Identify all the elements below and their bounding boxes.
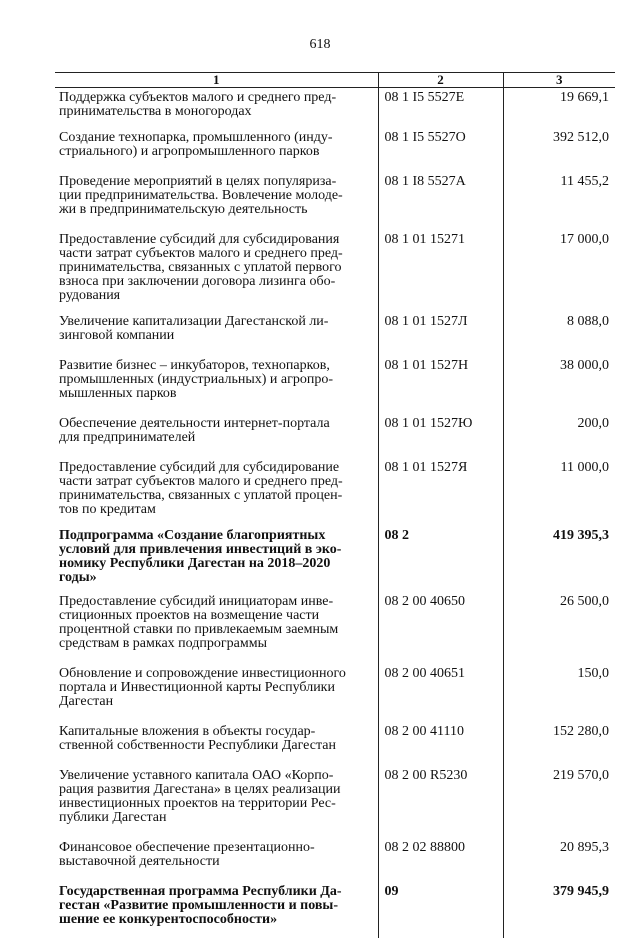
row-code: 08 1 01 1527Н	[378, 356, 503, 414]
row-code: 08 2 00 40650	[378, 592, 503, 664]
row-amount: 200,0	[503, 414, 615, 458]
row-code: 08 2 02 88800	[378, 838, 503, 882]
row-name: Создание технопарка, промышленного (инду- стриального) и агропромышленного парков	[59, 129, 333, 159]
page-number: 618	[309, 37, 331, 52]
row-name: Проведение мероприятий в целях популяриза- ции предпринимательства. Вовлечение молоде- жи в предпринимательскую деятельность	[59, 173, 343, 217]
row-amount: 26 500,0	[503, 592, 615, 664]
table-row	[55, 414, 615, 458]
row-name: Обеспечение деятельности интернет-портала для предпринимателей	[59, 415, 330, 445]
column-header-2: 2	[378, 73, 503, 88]
row-amount: 8 088,0	[503, 312, 615, 356]
table-row	[55, 88, 615, 128]
row-amount: 219 570,0	[503, 766, 615, 838]
row-amount: 11 455,2	[503, 172, 615, 230]
row-code: 08 2 00 40651	[378, 664, 503, 722]
row-name: Увеличение уставного капитала ОАО «Корпо- рация развития Дагестана» в целях реализации инвестиционных проектов на территории Рес- публики Дагестан	[59, 767, 341, 825]
table-header-row	[55, 73, 615, 88]
table-row	[55, 230, 615, 312]
row-code: 08 2	[378, 526, 503, 592]
row-amount: 419 395,3	[503, 526, 615, 592]
row-amount: 19 669,1	[503, 88, 615, 128]
table-row	[55, 128, 615, 172]
table-row	[55, 312, 615, 356]
row-code: 08 2 00 R5230	[378, 766, 503, 838]
table-row	[55, 882, 615, 938]
table-row	[55, 664, 615, 722]
row-code: 08 1 01 1527Я	[378, 458, 503, 526]
row-amount: 392 512,0	[503, 128, 615, 172]
row-amount: 20 895,3	[503, 838, 615, 882]
row-name: Предоставление субсидий для субсидирование части затрат субъектов малого и среднего пред- принимательства, связанных с уплатой процен- тов по кредитам	[59, 459, 343, 517]
row-code: 08 1 I5 5527О	[378, 128, 503, 172]
table-row	[55, 722, 615, 766]
row-name: Увеличение капитализации Дагестанской ли- зинговой компании	[59, 313, 329, 343]
column-header-1: 1	[55, 73, 378, 88]
table-row	[55, 592, 615, 664]
row-code: 08 1 I8 5527А	[378, 172, 503, 230]
table-row	[55, 458, 615, 526]
table-row	[55, 356, 615, 414]
row-code: 08 1 01 1527Ю	[378, 414, 503, 458]
row-amount: 11 000,0	[503, 458, 615, 526]
row-code: 09	[378, 882, 503, 938]
table-row	[55, 838, 615, 882]
table-row	[55, 526, 615, 592]
row-name: Поддержка субъектов малого и среднего пред- принимательства в моногородах	[59, 90, 337, 119]
row-name: Финансовое обеспечение презентационно- выставочной деятельности	[59, 839, 315, 869]
row-amount: 152 280,0	[503, 722, 615, 766]
table-body	[55, 88, 615, 938]
row-code: 08 1 01 1527Л	[378, 312, 503, 356]
budget-table	[55, 72, 615, 938]
row-name: Подпрограмма «Создание благоприятных условий для привлечения инвестиций в эко- номику Республики Дагестан на 2018–2020 годы»	[59, 527, 342, 585]
row-amount: 150,0	[503, 664, 615, 722]
row-name: Предоставление субсидий инициаторам инве- стиционных проектов на возмещение части процентной ставки по привлекаемым заемным средствам в рамках подпрограммы	[59, 593, 339, 651]
row-name: Обновление и сопровождение инвестиционного портала и Инвестиционной карты Республики Дагестан	[59, 665, 346, 709]
row-code: 08 2 00 41110	[378, 722, 503, 766]
table-row	[55, 766, 615, 838]
table-row	[55, 172, 615, 230]
row-code: 08 1 I5 5527Е	[378, 88, 503, 128]
row-name: Государственная программа Республики Да- гестан «Развитие промышленности и повы- шение ее конкурентоспособности»	[59, 883, 342, 927]
row-name: Капитальные вложения в объекты государ- ственной собственности Республики Дагестан	[59, 723, 336, 753]
column-header-3: 3	[503, 73, 615, 88]
row-name: Предоставление субсидий для субсидирования части затрат субъектов малого и среднего пред- принимательства, связанных с уплатой первого взноса при заключении договора лизинга обо- рудования	[59, 231, 343, 303]
row-amount: 38 000,0	[503, 356, 615, 414]
row-amount: 379 945,9	[503, 882, 615, 938]
row-code: 08 1 01 15271	[378, 230, 503, 312]
row-amount: 17 000,0	[503, 230, 615, 312]
row-name: Развитие бизнес – инкубаторов, технопарков, промышленных (индустриальных) и агропро- мышленных парков	[59, 357, 333, 401]
